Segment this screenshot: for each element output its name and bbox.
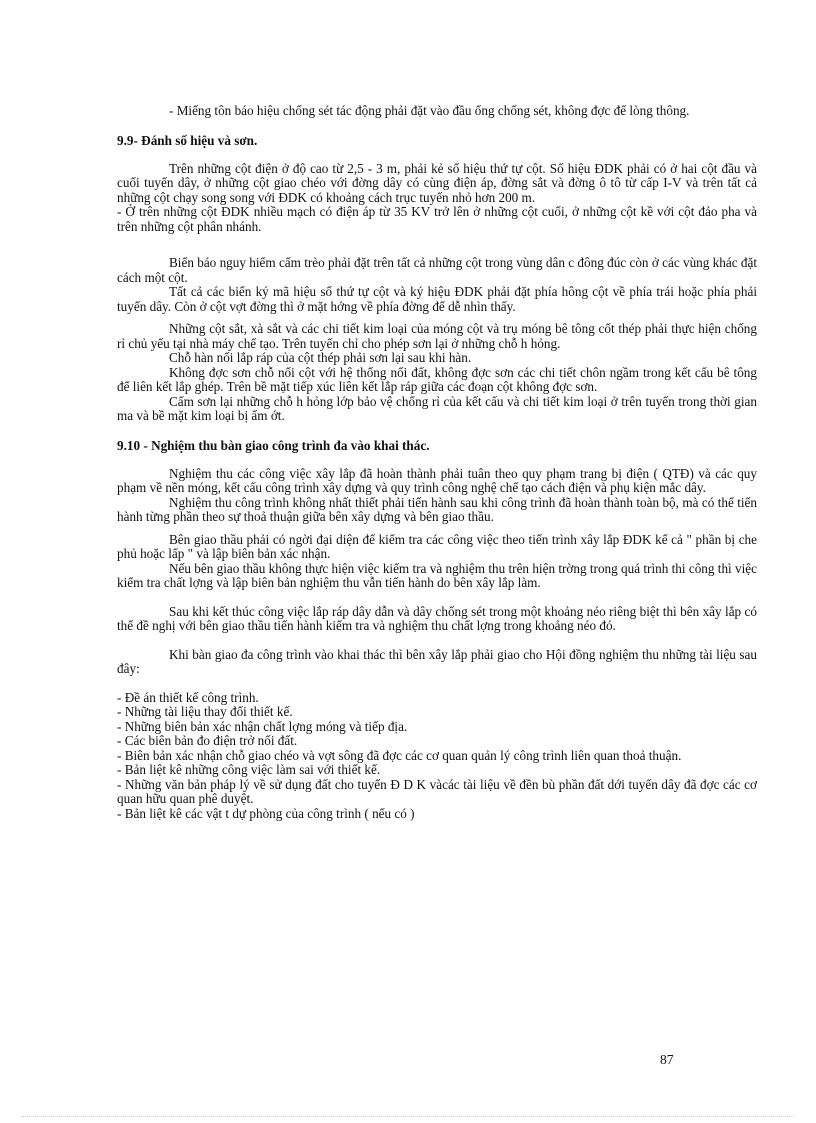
document-list: [117, 691, 757, 822]
paragraph: Tất cả các biển ký mã hiệu số thứ tự cột và ký hiệu ĐDK phải đặt phía hông cột về phía trái hoặc phía phải tuyến dây. Còn ở cột vợt đờng thì ở mặt hớng về phía đờng để dễ nhìn thấy.: [117, 284, 757, 314]
paragraph: Trên những cột điện ở độ cao từ 2,5 - 3 m, phải kẻ số hiệu thứ tự cột. Số hiệu ĐDK phải có ở hai cột đầu và cuối tuyến dây, ở những cột giao chéo với đờng dây có cùng điện áp, đờng sắt và đờng ô tô từ cấp I-V và trên tất cả những cột chạy song song với ĐDK có khoảng cách trục tuyến nhỏ hơn 200 m.: [117, 160, 757, 205]
paragraph: Bên giao thầu phải có ngời đại diện để kiểm tra các công việc theo tiến trình xây lắp ĐDK kể cả " phần bị che phủ hoặc lấp " và lập biên bản xác nhận.: [117, 531, 757, 561]
section-9-10-heading: 9.10 - Nghiệm thu bàn giao công trình đa vào khai thác.: [117, 437, 430, 453]
list-item: - Những tài liệu thay đổi thiết kế.: [117, 704, 293, 719]
paragraph: Chỗ hàn nối lắp ráp của cột thép phải sơn lại sau khi hàn.: [169, 350, 472, 365]
list-item: - Những văn bản pháp lý về sử dụng đất cho tuyến Đ D K vàcác tài liệu về đền bù phần đất dới tuyến dây đã đợc các cơ quan hữu quan phê duyệt.: [117, 776, 757, 806]
list-item: - Những biên bản xác nhận chất lợng móng và tiếp địa.: [117, 718, 408, 734]
paragraph: - Ở trên những cột ĐDK nhiều mạch có điện áp từ 35 KV trở lên ở những cột cuối, ở những cột kề với cột đảo pha và trên những cột phân nhánh.: [117, 204, 757, 234]
paragraph: Biển báo nguy hiểm cấm trèo phải đặt trên tất cả những cột trong vùng dân c đông đúc còn ở các vùng khác đặt cách một cột.: [117, 255, 757, 285]
intro-paragraph: - Miếng tôn báo hiệu chống sét tác động phải đặt vào đầu ống chống sét, không đợc để lòng thông.: [169, 103, 690, 118]
paragraph: Nghiệm thu công trình không nhất thiết phải tiến hành sau khi công trình đã hoàn thành toàn bộ, mà có thể tiến hành từng phần theo sự thoả thuận giữa bên xây dựng và bên giao thầu.: [117, 494, 757, 524]
paragraph: Cấm sơn lại những chỗ h hỏng lớp bảo vệ chống rỉ của kết cấu và chi tiết kim loại ở trên tuyến trong thời gian ma và bề mặt kim loại bị ẩm ớt.: [117, 393, 757, 423]
list-item: - Bản liệt kê các vật t dự phòng của công trình ( nếu có ): [117, 805, 415, 821]
page-edge-divider: [22, 1116, 794, 1117]
paragraph: Nghiệm thu các công việc xây lắp đã hoàn thành phải tuân theo quy phạm trang bị điện ( QTĐ) và các quy phạm về nền móng, kết cấu công trình xây dựng và quy trình công nghệ chế tạo cách điện và phụ kiện mắc dây.: [117, 465, 757, 495]
paragraph: Nếu bên giao thầu không thực hiện việc kiểm tra và nghiệm thu trên hiện trờng trong quá trình thi công thì việc kiểm tra chất lợng và lập biên bản nghiệm thu vẫn tiến hành do bên xây lắp làm.: [117, 560, 757, 590]
page-number: 87: [660, 1052, 674, 1067]
paragraph: Sau khi kết thúc công việc lắp ráp dây dẫn và dây chống sét trong một khoảng néo riêng biệt thì bên xây lắp có thể đề nghị với bên giao thầu tiến hành kiểm tra và nghiệm thu chất lợng trong khoảng néo đó.: [117, 603, 757, 633]
list-item: - Bản liệt kê những công việc làm sai với thiết kế.: [117, 762, 381, 777]
list-item: - Biên bản xác nhận chỗ giao chéo và vợt sông đã đợc các cơ quan quản lý công trình liên quan thoả thuận.: [117, 747, 682, 763]
paragraph: Khi bàn giao đa công trình vào khai thác thì bên xây lắp phải giao cho Hội đồng nghiệm thu những tài liệu sau đây:: [117, 646, 757, 676]
list-item: - Các biên bản đo điện trở nối đất.: [117, 733, 298, 748]
paragraph: Những cột sắt, xà sắt và các chi tiết kim loại của móng cột và trụ móng bê tông cốt thép phải thực hiện chống rỉ chủ yếu tại nhà máy chế tạo. Trên tuyến chỉ cho phép sơn lại ở những chỗ h hỏng.: [117, 321, 757, 351]
list-item: - Đề án thiết kế công trình.: [117, 689, 259, 705]
section-9-9-heading: 9.9- Đánh số hiệu và sơn.: [117, 132, 258, 148]
text-column: [117, 104, 757, 821]
paragraph: Không đợc sơn chỗ nối cột với hệ thống nối đất, không đợc sơn các chi tiết chôn ngầm trong kết cấu bê tông để liên kết lắp ghép. Trên bề mặt tiếp xúc liên kết lắp ráp giữa các đoạn cột không đợc sơn.: [117, 364, 757, 394]
